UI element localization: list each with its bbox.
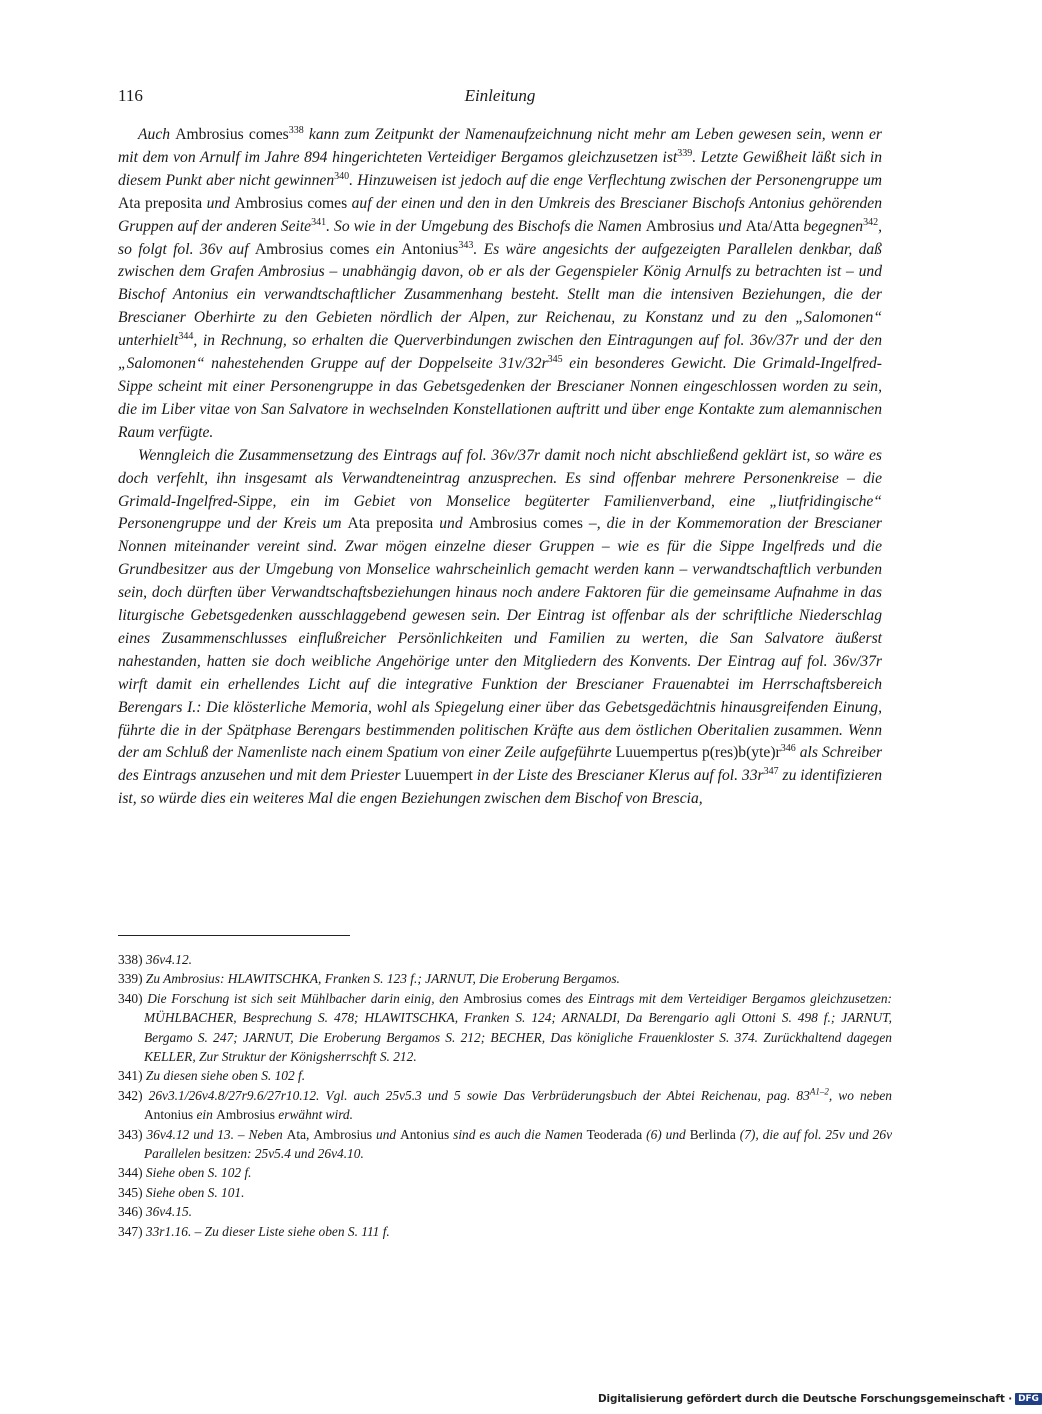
- text-run: 26v3.1/26v4.8/27r9.6/27r10.12. Vgl. auch 25v5.3 und 5 sowie Das Verbrüderungsbuch der Abtei Reichenau, pag. 83: [148, 1087, 810, 1103]
- text-run: . So wie in der Umgebung des Bischofs die Namen: [326, 217, 646, 235]
- footnote-number: 339): [118, 971, 143, 987]
- paragraph-2: [118, 445, 882, 812]
- footnote-ref: 341: [311, 216, 327, 228]
- footnote: [118, 1163, 892, 1182]
- text-run: 33r1.16. – Zu dieser Liste siehe oben S. 111 f.: [145, 1223, 390, 1239]
- footnote: [118, 1183, 892, 1202]
- text-run: 36v4.12.: [145, 952, 193, 967]
- footnote-number: 343): [118, 1126, 143, 1142]
- footnote: [118, 1086, 892, 1125]
- footnote-ref: 339: [677, 147, 693, 159]
- text-run: und: [714, 217, 746, 235]
- source-name: Berlinda: [689, 1126, 736, 1142]
- footnote-ref: 346: [780, 743, 796, 755]
- footnote: [118, 1125, 892, 1164]
- footnote: [118, 989, 892, 1067]
- footnote: [118, 969, 892, 988]
- source-name: Ambrosius comes: [463, 990, 561, 1006]
- text-run: ein: [369, 240, 402, 258]
- source-name: Ambrosius: [313, 1126, 373, 1142]
- body-text: [118, 124, 882, 811]
- source-name: Ambrosius comes: [234, 194, 348, 212]
- source-name: Ata preposita: [118, 194, 203, 212]
- source-name: Ambrosius comes: [175, 126, 289, 143]
- footnote: [118, 1066, 892, 1085]
- footnote-number: 340): [118, 990, 143, 1006]
- page-header: [118, 86, 882, 112]
- text-run: Siehe oben S. 101.: [145, 1184, 245, 1200]
- text-run: ein besonderes Gewicht. Die Grimald-Ingelfred-Sippe scheint mit einer Personengruppe in das Gebetsgedenken der Brescianer Nonnen eingeschlossen worden zu sein, die im Liber vitae von San Salvatore in wechselnden Konstellationen auftritt und über enge Kontakte zum alemannischen Raum verfügte.: [118, 355, 882, 441]
- footnote-number: 346): [118, 1204, 143, 1220]
- text-run: Die Forschung ist sich seit Mühlbacher darin einig, den: [147, 990, 464, 1006]
- footnote-ref: 345: [547, 353, 563, 365]
- footnote-number: 341): [118, 1068, 143, 1084]
- footnote-number: 344): [118, 1165, 143, 1181]
- dfg-logo-icon: DFG: [1015, 1393, 1042, 1405]
- source-name: Ambrosius comes: [468, 515, 583, 533]
- text-run: . Hinzuweisen ist jedoch auf die enge Verflechtung zwischen der Personengruppe um: [349, 171, 882, 189]
- text-run: Auch: [138, 126, 176, 143]
- running-title: Einleitung: [464, 86, 536, 105]
- text-run: begegnen: [799, 217, 864, 235]
- footnote-divider: [118, 935, 350, 936]
- footnote-ref: 347: [763, 766, 779, 778]
- text-run: ein: [193, 1107, 217, 1123]
- text-run: Zu Ambrosius: HLAWITSCHKA, Franken S. 123 f.; JARNUT, Die Eroberung Bergamos.: [145, 971, 620, 987]
- source-name: Ambrosius: [216, 1107, 275, 1123]
- source-name: Antonius: [400, 1126, 450, 1142]
- digitization-credit: [598, 1393, 1039, 1409]
- footnote: [118, 1202, 892, 1221]
- footnote: [118, 950, 892, 969]
- text-run: als Schreiber des Eintrags anzusehen und mit dem Priester: [118, 744, 883, 785]
- text-run: . Letzte Gewißheit läßt sich in diesem Punkt aber nicht gewinnen: [118, 148, 882, 189]
- text-run: (7), die auf fol. 25v und 26v Parallelen besitzen: 25v5.4 und 26v4.10.: [144, 1126, 893, 1162]
- text-run: kann zum Zeitpunkt der Namenaufzeichnung nicht mehr am Leben gewesen sein, wenn er mit dem von Arnulf im Jahre 894 hingerichteten Verteidiger Bergamos gleichzusetzen ist: [118, 126, 882, 166]
- credit-text: Digitalisierung gefördert durch die Deutsche Forschungsgemeinschaft ·: [598, 1393, 1013, 1405]
- footnote-ref: 344: [178, 330, 194, 342]
- source-name: Ambrosius: [645, 217, 715, 235]
- text-run: –, die in der Kommemoration der Brescianer Nonnen miteinander vereint sind. Zwar mögen einzelne dieser Gruppen – wie es für die Sippe Ingelfreds und die Grundbesitzer aus der Umgebung von Monselice wahrscheinlich gemacht werden kann – verwandtschaftlich verbunden sein, doch dürften über Verwandtschaftsbeziehungen hinaus noch andere Faktoren für die gemeinsame Aufnahme in das liturgische Gebetsgedenken ausschlaggebend gewesen sein. Der Eintrag ist offenbar als der schriftliche Niederschlag eines Zusammenschlusses einflußreicher Persönlichkeiten und Familien zu werten, die San Salvatore äußerst nahestanden, hatten sie doch weibliche Angehörige unter den Mitgliedern des Konvents. Der Eintrag auf fol. 36v/37r wirft damit ein erhellendes Licht auf die integrative Funktion der Brescianer Frauenabtei im Herrschaftsbereich Berengars I.: Die klösterliche Memoria, wohl als Spiegelung einer über das Gebetsgedächtnis hinausgreifenden Einung, führte die in der Spätphase Berengars bestimmenden politischen Kräfte aus dem östlichen Oberitalien zusammen. Wenn der am Schluß der Namenliste nach einem Spatium von einer Zeile aufgeführte: [118, 515, 883, 762]
- source-name: Luuempertus p(res)b(yte)r: [615, 744, 781, 762]
- text-run: auf der einen und den in den Umkreis des Brescianer Bischofs Antonius gehörenden Gruppen auf der anderen Seite: [118, 194, 883, 235]
- text-run: 36v4.15.: [145, 1204, 193, 1220]
- source-name: Antonius: [401, 240, 459, 258]
- footnote: [118, 1222, 892, 1241]
- text-run: und: [433, 515, 469, 533]
- text-run: , in Rechnung, so erhalten die Querverbindungen zwischen den Eintragungen auf fol. 36v/37r und der den „Salomonen“ nahestehenden Gruppe auf der Doppelseite 31v/32r: [118, 332, 882, 373]
- text-run: . Es wäre angesichts der aufgezeigten Parallelen denkbar, daß zwischen dem Grafen Ambrosius – unabhängig davon, ob er als der Gegenspieler König Arnulfs zu betrachten ist – und Bischof Antonius ein verwandtschaftlicher Zusammenhang besteht. Stellt man die intensiven Beziehungen, die der Brescianer Oberhirte zu den Gebieten nördlich der Alpen, zur Reichenau, zu Konstanz und zu den „Salomonen“ unterhielt: [118, 240, 882, 350]
- footnote-number: 342): [118, 1087, 143, 1103]
- text-run: ,: [306, 1126, 314, 1142]
- source-name: Teoderada: [586, 1126, 643, 1142]
- text-run: und: [372, 1126, 401, 1142]
- text-run: Siehe oben S. 102 f.: [145, 1165, 252, 1181]
- text-run: , wo neben: [828, 1087, 892, 1103]
- footnote-ref: 338: [288, 124, 304, 136]
- footnotes: [118, 950, 892, 1241]
- text-run: zu identifizieren ist, so würde dies ein weiteres Mal die engen Beziehungen zwischen dem Bischof von Brescia,: [118, 767, 882, 808]
- source-name: Luuempert: [404, 767, 473, 785]
- source-name: Antonius: [144, 1107, 194, 1123]
- text-run: in der Liste des Brescianer Klerus auf fol. 33r: [472, 767, 764, 785]
- page-number: 116: [118, 86, 143, 105]
- footnote-number: 345): [118, 1184, 143, 1200]
- text-run: Wenngleich die Zusammensetzung des Eintrags auf fol. 36v/37r damit noch nicht abschließend geklärt ist, so wäre es doch verfehlt, ihn insgesamt als Verwandteneintrag anzusprechen. Es sind offenbar mehrere Personenkreise – die Grimald-Ingelfred-Sippe, ein im Gebiet von Monselice begüterter Familienverband, eine „liutfridingische“ Personengruppe und der Kreis um: [118, 446, 882, 533]
- footnote-ref: 340: [334, 170, 350, 182]
- source-name: Ata: [286, 1126, 307, 1142]
- text-run: sind es auch die Namen: [449, 1126, 587, 1142]
- text-run: 36v4.12 und 13. – Neben: [146, 1126, 287, 1142]
- text-run: Zu diesen siehe oben S. 102 f.: [145, 1068, 306, 1084]
- text-run: , so folgt fol. 36v auf: [118, 217, 882, 258]
- text-run: erwähnt wird.: [274, 1107, 353, 1123]
- footnote-number: 347): [118, 1223, 143, 1239]
- paragraph-1: [118, 124, 882, 445]
- footnote-ref: A1–2: [809, 1086, 829, 1097]
- text-run: (6) und: [642, 1126, 690, 1142]
- text-run: des Eintrags mit dem Verteidiger Bergamos gleichzusetzen: MÜHLBACHER, Besprechung S. 478; HLAWITSCHKA, Franken S. 124; ARNALDI, Da Berengario agli Ottoni S. 498 f.; JARNUT, Bergamo S. 247; JARNUT, Die Eroberung Bergamos S. 212; BECHER, Das königliche Frauenkloster S. 374. Zurückhaltend dagegen KELLER, Zur Struktur der Königsherrschft S. 212.: [144, 990, 892, 1065]
- text-run: und: [202, 194, 235, 212]
- footnote-ref: 343: [458, 239, 474, 251]
- footnote-number: 338): [118, 952, 143, 967]
- source-name: Ambrosius comes: [254, 240, 370, 258]
- source-name: Ata preposita: [347, 515, 434, 533]
- source-name: Ata/Atta: [745, 217, 800, 235]
- footnote-ref: 342: [863, 216, 879, 228]
